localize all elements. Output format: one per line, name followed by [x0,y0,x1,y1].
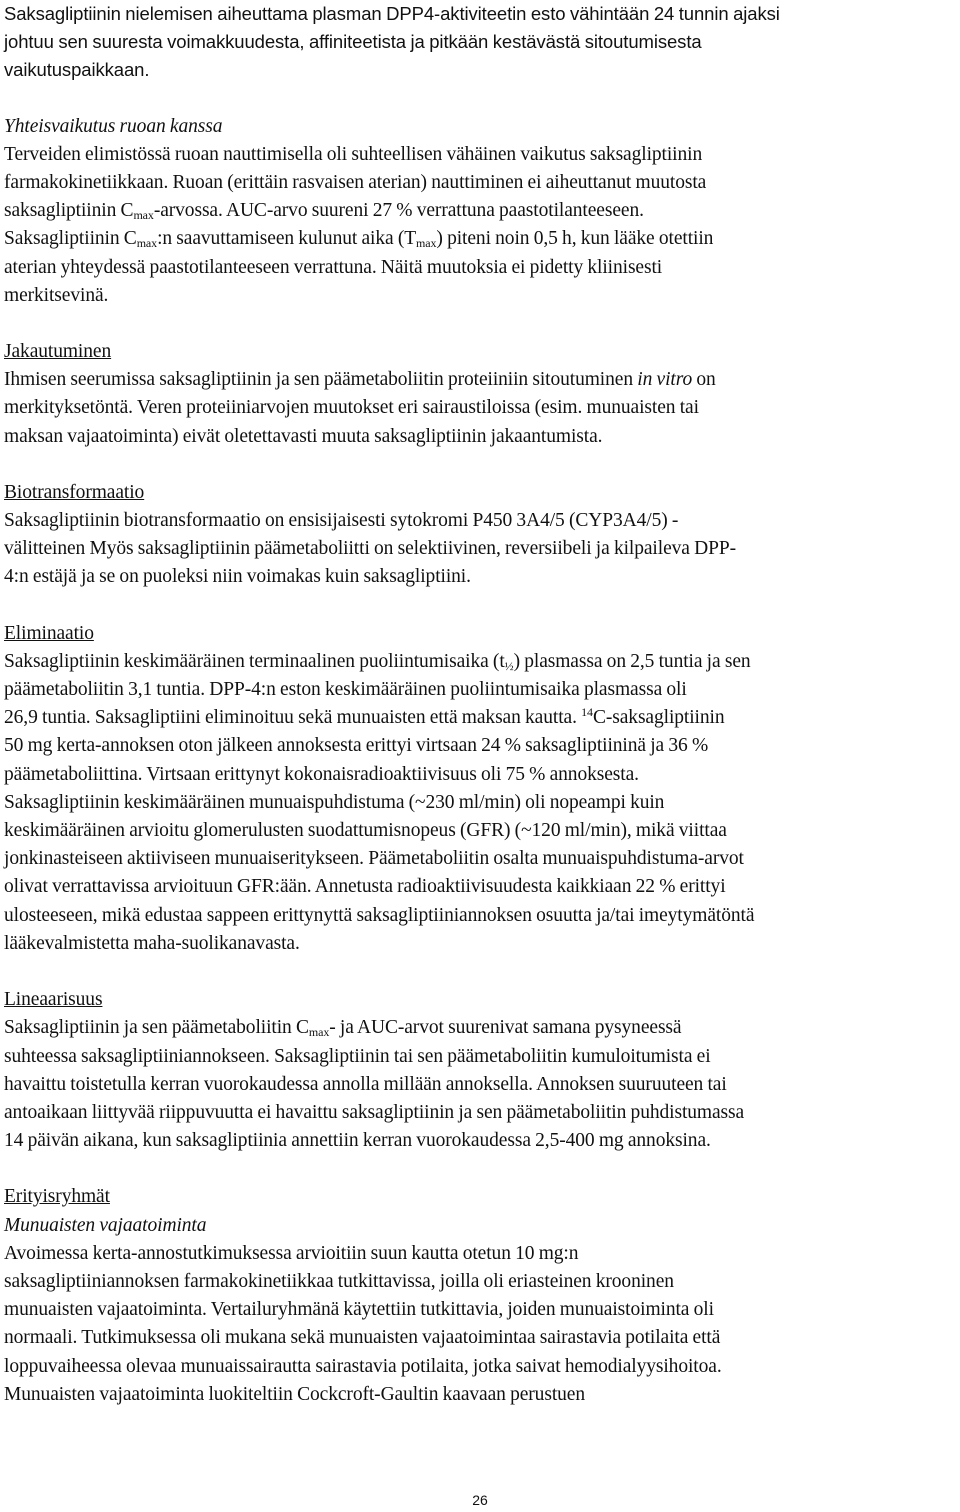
superscript: 14 [581,705,593,720]
text-line: jonkinasteiseen aktiiviseen munuaiseritykseen. Päämetaboliitin osalta munuaispuhdistuma-arvot [4,848,744,870]
biotransformation-section [4,479,960,592]
text-line: maksan vajaatoiminta) eivät oletettavasti muuta saksagliptiinin jakaantumista. [4,425,603,447]
text-line: aterian yhteydessä paastotilanteeseen verrattuna. Näitä muutoksia ei pidetty kliinisesti [4,256,663,278]
text-line: Saksagliptiinin biotransformaatio on ensisijaisesti sytokromi P450 3A4/5 (CYP3A4/5) - [4,510,679,532]
section-heading: Biotransformaatio [4,481,145,503]
special-populations-section [4,1183,960,1409]
text-line: Munuaisten vajaatoiminta luokiteltiin Cockcroft-Gaultin kaavaan perustuen [4,1383,585,1405]
text-span: Saksagliptiinin keskimääräinen terminaalinen puoliintumisaika (t [4,650,505,672]
text-span: 26,9 tuntia. Saksagliptiini eliminoituu sekä munuaisten että maksan kautta. [4,707,582,729]
linearity-section [4,986,960,1155]
text-line: suhteessa saksagliptiiniannokseen. Saksagliptiinin tai sen päämetaboliitin kumuloitumista ei [4,1045,711,1067]
text-line: Avoimessa kerta-annostutkimuksessa arvioitiin suun kautta otetun 10 mg:n [4,1242,579,1264]
text-line: Terveiden elimistössä ruoan nauttimisella oli suhteellisen vähäinen vaikutus saksagliptiinin [4,143,703,165]
text-line [4,704,960,732]
text-line: vaikutuspaikkaan. [4,59,150,81]
text-line: 4:n estäjä ja se on puoleksi niin voimakas kuin saksagliptiini. [4,566,471,588]
text-span: - ja AUC-arvot suurenivat samana pysyneessä [329,1017,682,1039]
text-line: merkitsevinä. [4,284,109,306]
elimination-section [4,620,960,958]
text-span: Saksagliptiinin ja sen päämetaboliitin C [4,1017,309,1039]
section-heading: Lineaarisuus [4,989,103,1011]
text-line: välitteinen Myös saksagliptiinin päämetaboliitti on selektiivinen, reversiibeli ja kilpaileva DPP- [4,538,736,560]
text-span: C-saksagliptiinin [592,707,725,729]
page-number: 26 [472,1492,488,1508]
subsection-heading: Munuaisten vajaatoiminta [4,1214,207,1236]
section-heading: Yhteisvaikutus ruoan kanssa [4,115,223,137]
text-line: johtuu sen suuresta voimakkuudesta, affiniteetista ja pitkään kestävästä sitoutumisesta [4,31,702,53]
subscript: max [133,208,154,223]
text-line: 50 mg kerta-annoksen oton jälkeen annoksesta erittyi virtsaan 24 % saksagliptiininä ja 36 % [4,735,709,757]
section-heading: Jakautuminen [4,341,112,363]
text-line: farmakokinetiikkaan. Ruoan (erittäin rasvaisen aterian) nauttiminen ei aiheuttanut muutosta [4,172,707,194]
subscript: max [136,236,158,251]
text-line [4,225,960,253]
text-line: keskimääräinen arvioitu glomerulusten suodattumisnopeus (GFR) (~120 ml/min), mikä viittaa [4,820,727,842]
subscript: max [308,1025,330,1040]
text-span: -arvossa. AUC-arvo suureni 27 % verrattuna paastotilanteeseen. [153,200,644,222]
text-span: saksagliptiinin C [4,200,134,222]
text-span: Ihmisen seerumissa saksagliptiinin ja sen päämetaboliitin proteiiniin sitoutuminen [4,369,638,391]
text-line: päämetaboliittina. Virtsaan erittynyt kokonaisradioaktiivisuus oli 75 % annoksesta. [4,763,639,785]
text-span: ) piteni noin 0,5 h, kun lääke otettiin [436,228,714,250]
document-page [4,0,960,1409]
section-heading: Eliminaatio [4,622,94,644]
text-span: Saksagliptiinin C [4,228,137,250]
text-line: normaali. Tutkimuksessa oli mukana sekä munuaisten vajaatoimintaa sairastavia potilaita että [4,1327,721,1349]
text-span: :n saavuttamiseen kulunut aika (T [157,228,417,250]
text-line: Saksagliptiinin nielemisen aiheuttama plasman DPP4-aktiviteetin esto vähintään 24 tunnin ajaksi [4,3,780,24]
text-line: Saksagliptiinin keskimääräinen munuaispuhdistuma (~230 ml/min) oli nopeampi kuin [4,791,665,813]
text-line: merkityksetöntä. Veren proteiiniarvojen muutokset eri sairaustiloissa (esim. munuaisten tai [4,397,699,419]
text-line: ulosteeseen, mikä edustaa sappeen erittynyttä saksagliptiiniannoksen osuutta ja/tai imeytymätöntä [4,904,755,926]
text-line: munuaisten vajaatoiminta. Vertailuryhmänä käytettiin tutkittavia, joiden munuaistoiminta oli [4,1299,714,1321]
food-section [4,113,960,310]
text-line [4,1014,960,1042]
text-line: saksagliptiiniannoksen farmakokinetiikkaa tutkittavissa, joilla oli eriasteinen krooninen [4,1270,674,1292]
text-line [4,366,960,394]
intro-paragraph [4,0,960,85]
italic-text: in vitro [637,369,693,391]
distribution-section [4,338,960,451]
section-heading: Erityisryhmät [4,1186,110,1208]
text-line: lääkevalmistetta maha-suolikanavasta. [4,932,300,954]
text-line [4,648,960,676]
text-line [4,197,960,225]
text-line: antoaikaan liittyvää riippuvuutta ei havaittu saksagliptiinin ja sen päämetaboliitin puhdistumassa [4,1101,745,1123]
text-line: havaittu toistetulla kerran vuorokaudessa annolla millään annoksella. Annoksen suuruuteen tai [4,1073,727,1095]
text-span: on [692,369,716,391]
subscript: max [416,236,437,251]
subscript: ½ [504,658,514,673]
text-span: ) plasmassa on 2,5 tuntia ja sen [513,650,751,672]
text-line: loppuvaiheessa olevaa munuaissairautta sairastavia potilaita, jotka saivat hemodialyysihoitoa. [4,1355,722,1377]
text-line: olivat verrattavissa arvioituun GFR:ään. Annetusta radioaktiivisuudesta kaikkiaan 22 % erittyi [4,876,726,898]
text-line: päämetaboliitin 3,1 tuntia. DPP-4:n eston keskimääräinen puoliintumisaika plasmassa oli [4,679,687,701]
text-line: 14 päivän aikana, kun saksagliptiinia annettiin kerran vuorokaudessa 2,5-400 mg annoksina. [4,1130,711,1152]
